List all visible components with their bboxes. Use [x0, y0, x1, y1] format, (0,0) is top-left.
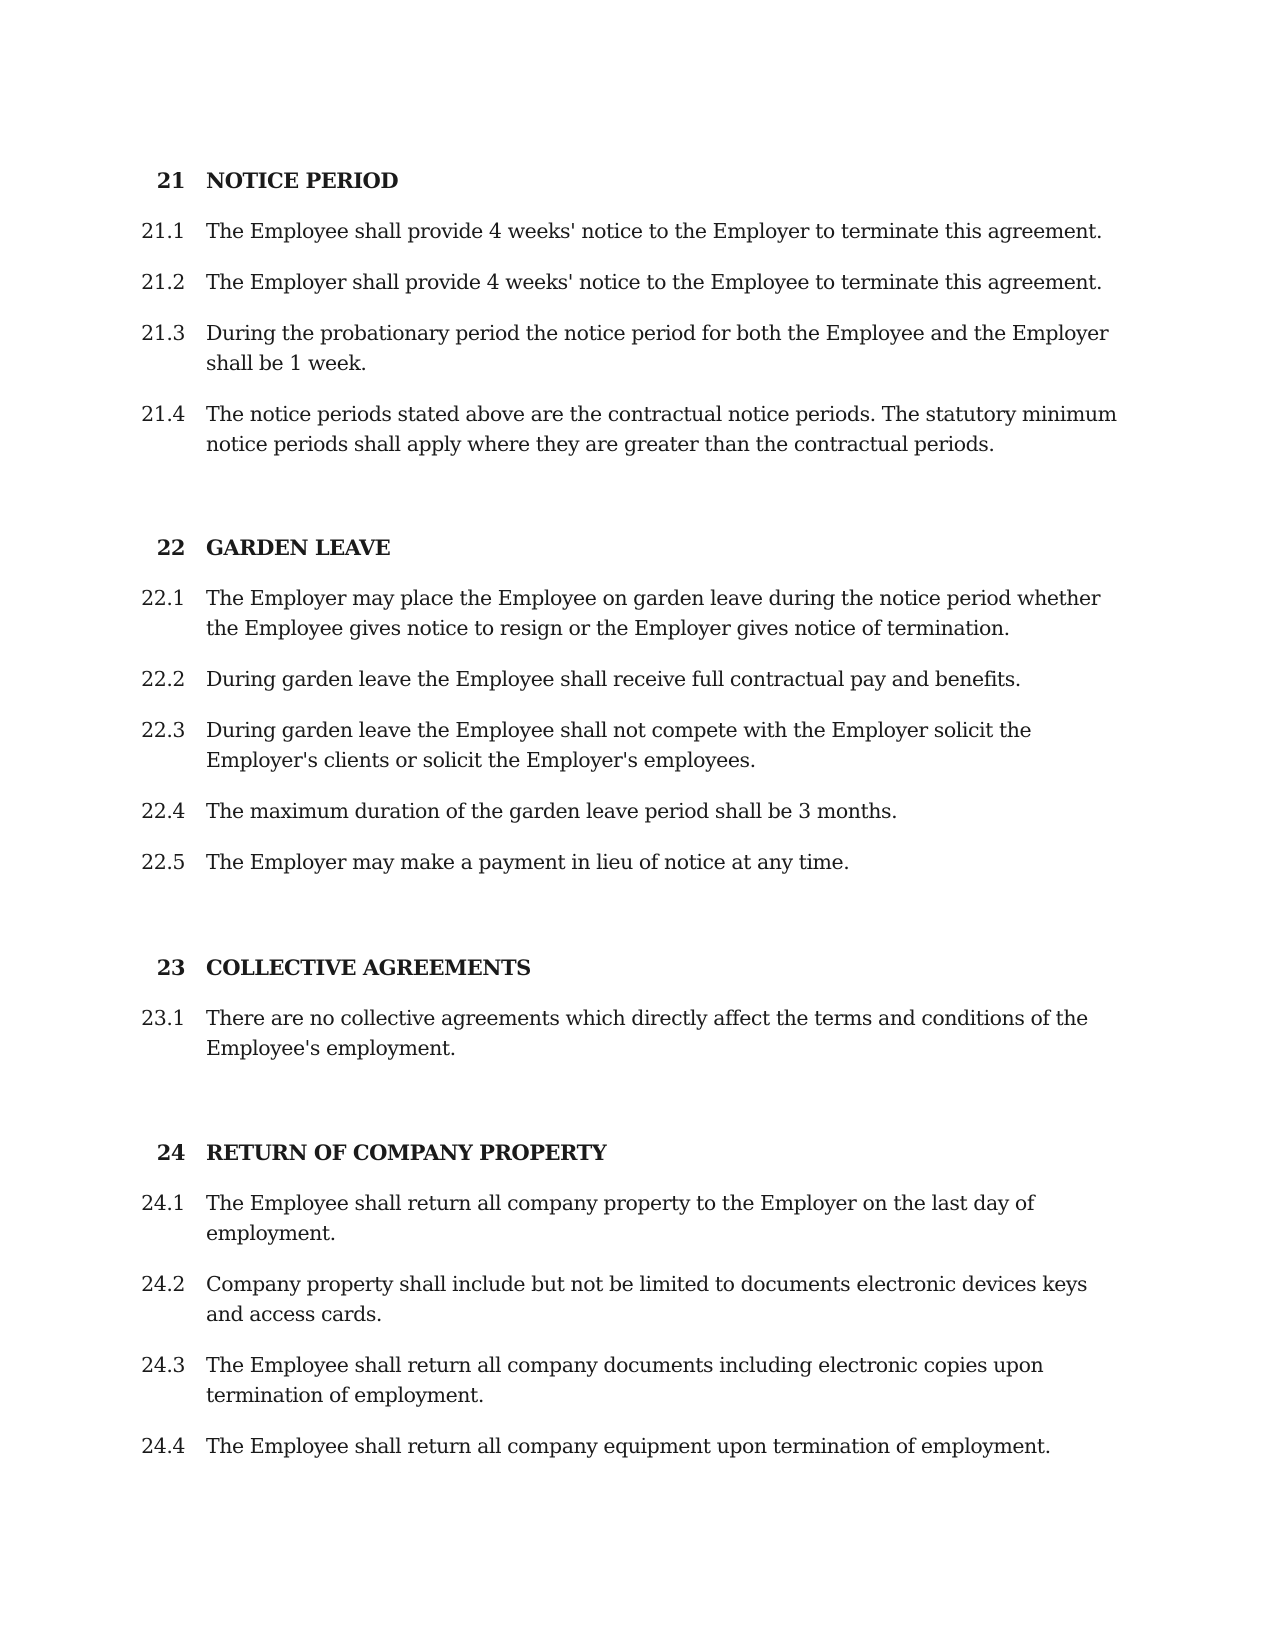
clause-number: 21.1	[141, 219, 185, 243]
clause	[0, 267, 1275, 297]
clause	[0, 664, 1275, 694]
clause-text: The Employee shall return all company property to the Employer on the last day of employment.	[206, 1191, 1034, 1245]
clause-number: 21.4	[141, 402, 185, 426]
clause	[0, 847, 1275, 877]
clause	[0, 796, 1275, 826]
clause	[0, 1350, 1275, 1410]
clause	[0, 1188, 1275, 1248]
clause	[0, 1269, 1275, 1329]
clause-text: The notice periods stated above are the contractual notice periods. The statutory minimum notice periods shall apply where they are greater than the contractual periods.	[206, 402, 1117, 456]
clause	[0, 1431, 1275, 1461]
clause	[0, 715, 1275, 775]
section-title: COLLECTIVE AGREEMENTS	[206, 955, 531, 980]
clause-number: 21.3	[141, 321, 185, 345]
clause-number: 24.1	[141, 1191, 185, 1215]
clause-text: The maximum duration of the garden leave period shall be 3 months.	[206, 799, 898, 823]
section-title: RETURN OF COMPANY PROPERTY	[206, 1140, 607, 1165]
clause-number: 24.2	[141, 1272, 185, 1296]
section-22	[0, 533, 1275, 877]
clause-number: 22.2	[141, 667, 185, 691]
clause-number: 21.2	[141, 270, 185, 294]
clause-text: During garden leave the Employee shall receive full contractual pay and benefits.	[206, 667, 1021, 691]
clause	[0, 399, 1275, 459]
section-21	[0, 166, 1275, 459]
clause-text: The Employee shall provide 4 weeks' notice to the Employer to terminate this agreement.	[206, 219, 1103, 243]
section-title: GARDEN LEAVE	[206, 535, 391, 560]
section-number: 22	[156, 535, 185, 560]
clause-number: 22.5	[141, 850, 185, 874]
section-24	[0, 1138, 1275, 1461]
clause-text: During the probationary period the notice period for both the Employee and the Employer shall be 1 week.	[206, 321, 1109, 375]
section-number: 23	[156, 955, 185, 980]
clause-text: There are no collective agreements which directly affect the terms and conditions of the Employee's employment.	[206, 1006, 1088, 1060]
clause-text: The Employer shall provide 4 weeks' notice to the Employee to terminate this agreement.	[206, 270, 1103, 294]
clause-text: The Employee shall return all company documents including electronic copies upon termination of employment.	[206, 1353, 1044, 1407]
section-heading	[0, 1138, 1275, 1168]
clause	[0, 1003, 1275, 1063]
section-heading	[0, 166, 1275, 196]
clause-text: The Employee shall return all company equipment upon termination of employment.	[206, 1434, 1051, 1458]
clause-text: Company property shall include but not be limited to documents electronic devices keys and access cards.	[206, 1272, 1088, 1326]
clause	[0, 583, 1275, 643]
clause-number: 22.3	[141, 718, 185, 742]
clause-number: 24.3	[141, 1353, 185, 1377]
section-heading	[0, 953, 1275, 983]
clause-text: The Employer may make a payment in lieu of notice at any time.	[206, 850, 850, 874]
section-title: NOTICE PERIOD	[206, 168, 399, 193]
clause-number: 23.1	[141, 1006, 185, 1030]
clause	[0, 318, 1275, 378]
clause-text: During garden leave the Employee shall not compete with the Employer solicit the Employer's clients or solicit the Employer's employees.	[206, 718, 1032, 772]
clause-text: The Employer may place the Employee on garden leave during the notice period whether the Employee gives notice to resign or the Employer gives notice of termination.	[206, 586, 1101, 640]
clause	[0, 216, 1275, 246]
section-number: 24	[156, 1140, 185, 1165]
section-23	[0, 953, 1275, 1063]
clause-number: 22.4	[141, 799, 185, 823]
section-heading	[0, 533, 1275, 563]
clause-number: 24.4	[141, 1434, 185, 1458]
clause-number: 22.1	[141, 586, 185, 610]
section-number: 21	[156, 168, 185, 193]
